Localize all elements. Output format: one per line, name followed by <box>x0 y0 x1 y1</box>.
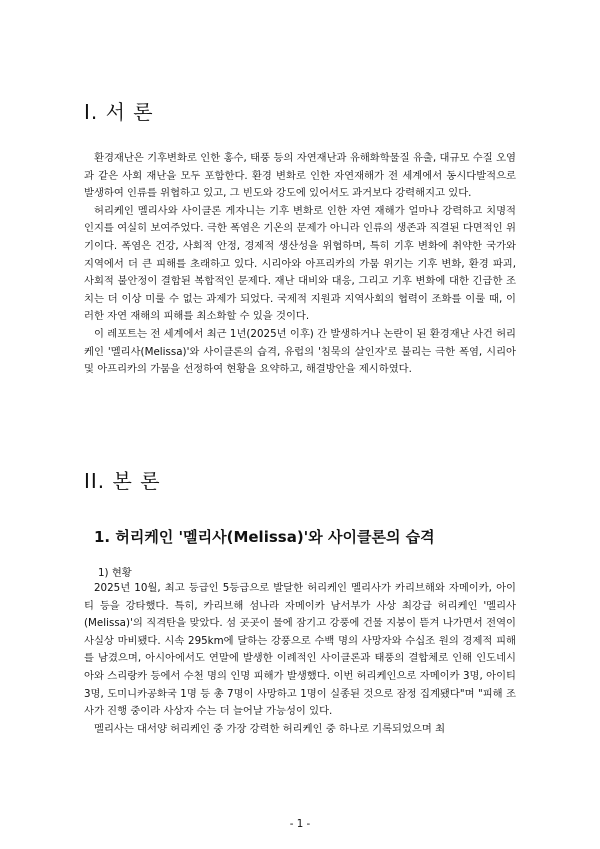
section-1-body <box>84 580 516 738</box>
section-1-paragraph-1: 2025년 10월, 최고 등급인 5등급으로 발달한 허리케인 멜리사가 카리브해와 자메이카, 아이티 등을 강타했다. 특히, 카리브해 섬나라 자메이카 남서부가 사상 최강급 허리케인 '멜리사(Melissa)'의 직격탄을 맞았다. 섬 곳곳이 물에 잠기고 강풍에 건물 지붕이 뜯겨 나가면서 전역이 사실상 마비됐다. 시속 295km에 달하는 강풍으로 수백 명의 사망자와 수십조 원의 경제적 피해를 남겼으며, 아시아에서도 연말에 발생한 이례적인 사이클론과 태풍의 결합체로 인해 인도네시아와 스리랑카 등에서 수천 명의 인명 피해가 발생했다. 이번 허리케인으로 자메이카 3명, 아이티 3명, 도미니카공화국 1명 등 총 7명이 사망하고 1명이 실종된 것으로 잠정 집계됐다"며 "피해 조사가 진행 중이라 사상자 수는 더 늘어날 가능성이 있다. <box>84 582 516 718</box>
page-number: - 1 - <box>289 818 311 830</box>
intro-body <box>84 150 516 379</box>
intro-paragraph-1: 환경재난은 기후변화로 인한 홍수, 태풍 등의 자연재난과 유해화학물질 유출, 대규모 수질 오염과 같은 사회 재난을 모두 포함한다. 환경 변화로 인한 자연재해가 전 세계에서 동시다발적으로 발생하여 인류를 위협하고 있고, 그 빈도와 강도에 있어서도 과거보다 강력해지고 있다. <box>84 152 516 200</box>
section-1-paragraph-2: 멜리사는 대서양 허리케인 중 가장 강력한 허리케인 중 하나로 기록되었으며 최 <box>94 722 446 735</box>
section-1-title: 1. 허리케인 '멜리사(Melissa)'와 사이클론의 습격 <box>94 528 435 546</box>
section-1-subheading: 1) 현황 <box>98 567 132 579</box>
intro-paragraph-2: 허리케인 멜리사와 사이클론 게자니는 기후 변화로 인한 자연 재해가 얼마나 강력하고 치명적인지를 여실히 보여주었다. 극한 폭염은 기온의 문제가 아니라 인류의 생존과 직결된 다면적인 위기이다. 폭염은 건강, 사회적 안정, 경제적 생산성을 위협하며, 특히 기후 변화에 취약한 국가와 지역에서 더 큰 피해를 초래하고 있다. 시리아와 아프리카의 가뭄 위기는 기후 변화, 환경 파괴, 사회적 불안정이 결합된 복합적인 문제다. 재난 대비와 대응, 그리고 기후 변화에 대한 긴급한 조치는 더 이상 미룰 수 없는 과제가 되었다. 국제적 지원과 지역사회의 협력이 조화를 이룰 때, 이러한 자연 재해의 피해를 최소화할 수 있을 것이다. <box>84 204 516 323</box>
body-heading: II. 본 론 <box>84 469 161 493</box>
intro-paragraph-3: 이 레포트는 전 세계에서 최근 1년(2025년 이후) 간 발생하거나 논란이 된 환경재난 사건 허리케인 '멜리사(Melissa)'와 사이클론의 습격, 유럽의 '침묵의 살인자'로 불리는 극한 폭염, 시리아 및 아프리카의 가뭄을 선정하여 현황을 요약하고, 해결방안을 제시하였다. <box>84 327 516 376</box>
intro-heading: I. 서 론 <box>84 100 154 124</box>
